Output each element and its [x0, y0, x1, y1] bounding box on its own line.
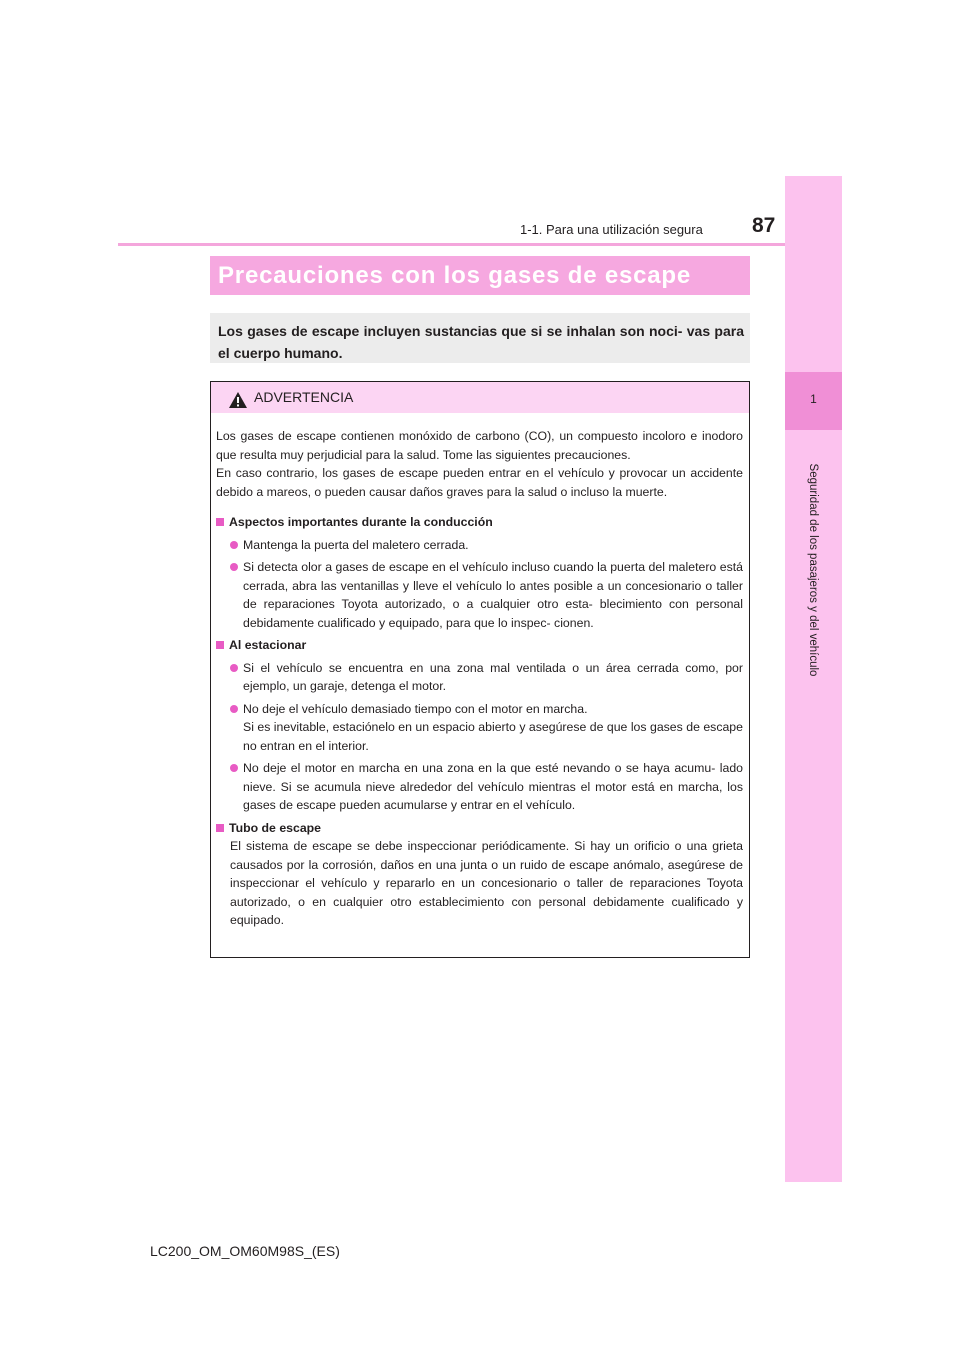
chapter-side-strip [785, 176, 842, 1182]
intro-text: Los gases de escape incluyen sustancias que si se inhalan son noci- vas para el cuerpo humano. [218, 323, 744, 361]
chapter-title: Seguridad de los pasajeros y del vehículo [807, 463, 819, 677]
round-bullet-icon [230, 764, 238, 772]
warning-label: ADVERTENCIA [254, 389, 354, 405]
page-title: Precauciones con los gases de escape [218, 262, 692, 289]
subsection-heading: Al estacionar [216, 636, 743, 655]
page-number: 87 [752, 214, 776, 237]
round-bullet-icon [230, 705, 238, 713]
warning-paragraph: Los gases de escape contienen monóxido de carbono (CO), un compuesto incoloro e inodoro que resulta muy perjudicial para la salud. Tome las siguientes precauciones. [216, 429, 743, 462]
subsection-text: El sistema de escape se debe inspeccionar periódicamente. Si hay un orificio o una grieta causados por la corrosión, daños en una junta o un ruido de escape anómalo, asegúrese de inspeccionar el vehículo y repararlo en un concesionario o taller de reparaciones Toyota autorizado, o en cualquier otro establecimiento con personal debidamente cualificado y equipado. [230, 839, 743, 927]
bullet-item: No deje el motor en marcha en una zona en la que esté nevando o se haya acumu- lado nieve. Si se acumula nieve alrededor del vehículo mientras el motor está en marcha, los gases de escape pueden acumularse y entrar en el vehículo. [216, 759, 743, 815]
warning-paragraph: En caso contrario, los gases de escape pueden entrar en el vehículo y provocar un accidente debido a mareos, o pueden causar daños graves para la salud o incluso la muerte. [216, 466, 743, 499]
chapter-number: 1 [810, 392, 817, 406]
section-label: 1-1. Para una utilización segura [520, 222, 703, 237]
warning-triangle-icon [228, 391, 248, 409]
subsection-heading: Aspectos importantes durante la conducción [216, 513, 743, 532]
bullet-item: Mantenga la puerta del maletero cerrada. [216, 536, 743, 555]
bullet-item: No deje el vehículo demasiado tiempo con el motor en marcha. Si es inevitable, estaciónelo en un espacio abierto y asegúrese de que los gases de escape no entran en el interior. [216, 700, 743, 756]
square-bullet-icon [216, 641, 224, 649]
round-bullet-icon [230, 541, 238, 549]
subsection-heading: Tubo de escape [216, 819, 743, 838]
bullet-item: Si el vehículo se encuentra en una zona mal ventilada o un área cerrada como, por ejemplo, un garaje, detenga el motor. [216, 659, 743, 696]
warning-header [211, 382, 749, 413]
round-bullet-icon [230, 563, 238, 571]
round-bullet-icon [230, 664, 238, 672]
warning-body [211, 413, 749, 930]
square-bullet-icon [216, 518, 224, 526]
square-bullet-icon [216, 824, 224, 832]
warning-box [210, 381, 750, 958]
intro-box [210, 313, 750, 363]
bullet-item: Si detecta olor a gases de escape en el vehículo incluso cuando la puerta del maletero está cerrada, abra las ventanillas y lleve el vehículo lo antes posible a un concesionario o taller de reparaciones Toyota autorizado, o a cualquier otro esta- blecimiento con personal debidamente cualificado y equipado, para que lo inspec- cionen. [216, 558, 743, 632]
header-divider [118, 243, 840, 246]
document-code: LC200_OM_OM60M98S_(ES) [150, 1243, 340, 1259]
page-title-banner [210, 256, 750, 295]
